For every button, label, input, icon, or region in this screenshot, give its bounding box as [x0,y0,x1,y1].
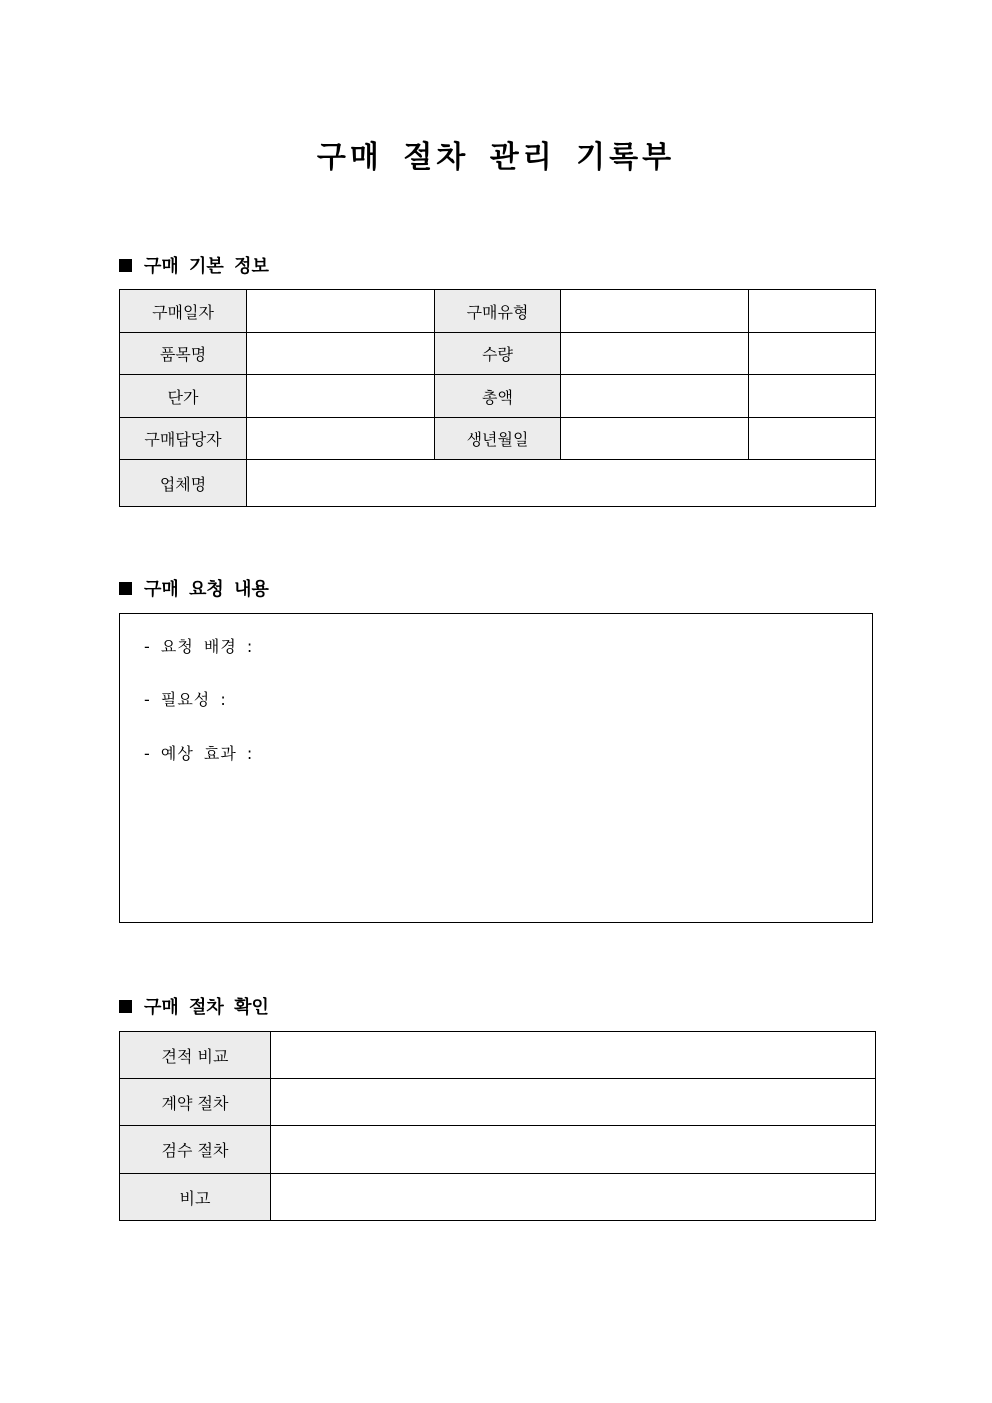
manager-field[interactable] [247,418,435,460]
unit-price-field[interactable] [247,375,435,418]
inspection-procedure-field[interactable] [271,1126,876,1174]
purchase-date-field[interactable] [247,290,435,333]
page-title: 구매 절차 관리 기록부 [316,140,676,175]
total-extra-field[interactable] [749,375,876,418]
purchase-type-label: 구매유형 [435,290,561,333]
request-necessity-line: - 필요성 : [144,690,227,709]
quantity-field[interactable] [561,333,749,375]
quote-comparison-field[interactable] [271,1032,876,1079]
procedure-table [119,1031,876,1221]
square-bullet-icon [119,1000,132,1013]
square-bullet-icon [119,259,132,272]
square-bullet-icon [119,582,132,595]
section-basic-label: 구매 기본 정보 [144,256,269,277]
unit-price-label: 단가 [120,375,247,418]
remarks-label: 비고 [120,1174,271,1221]
basic-info-table [119,289,876,507]
section-procedure-title [119,994,269,1018]
manager-label: 구매담당자 [120,418,247,460]
quantity-extra-field[interactable] [749,333,876,375]
quantity-label: 수량 [435,333,561,375]
vendor-label: 업체명 [120,460,247,507]
total-label: 총액 [435,375,561,418]
section-basic-title [119,253,269,277]
contract-procedure-field[interactable] [271,1079,876,1126]
birth-date-field[interactable] [561,418,749,460]
birth-date-extra-field[interactable] [749,418,876,460]
purchase-date-label: 구매일자 [120,290,247,333]
purchase-type-extra-field[interactable] [749,290,876,333]
remarks-field[interactable] [271,1174,876,1221]
section-request-title [119,576,269,600]
inspection-procedure-label: 검수 절차 [120,1126,271,1174]
purchase-type-field[interactable] [561,290,749,333]
total-field[interactable] [561,375,749,418]
request-background-line: - 요청 배경 : [144,637,254,656]
quote-comparison-label: 견적 비교 [120,1032,271,1079]
item-name-label: 품목명 [120,333,247,375]
request-effect-line: - 예상 효과 : [144,744,254,763]
birth-date-label: 생년월일 [435,418,561,460]
contract-procedure-label: 계약 절차 [120,1079,271,1126]
request-content-box[interactable] [119,613,873,923]
item-name-field[interactable] [247,333,435,375]
section-procedure-label: 구매 절차 확인 [144,997,269,1018]
vendor-field[interactable] [247,460,876,507]
section-request-label: 구매 요청 내용 [144,579,269,600]
